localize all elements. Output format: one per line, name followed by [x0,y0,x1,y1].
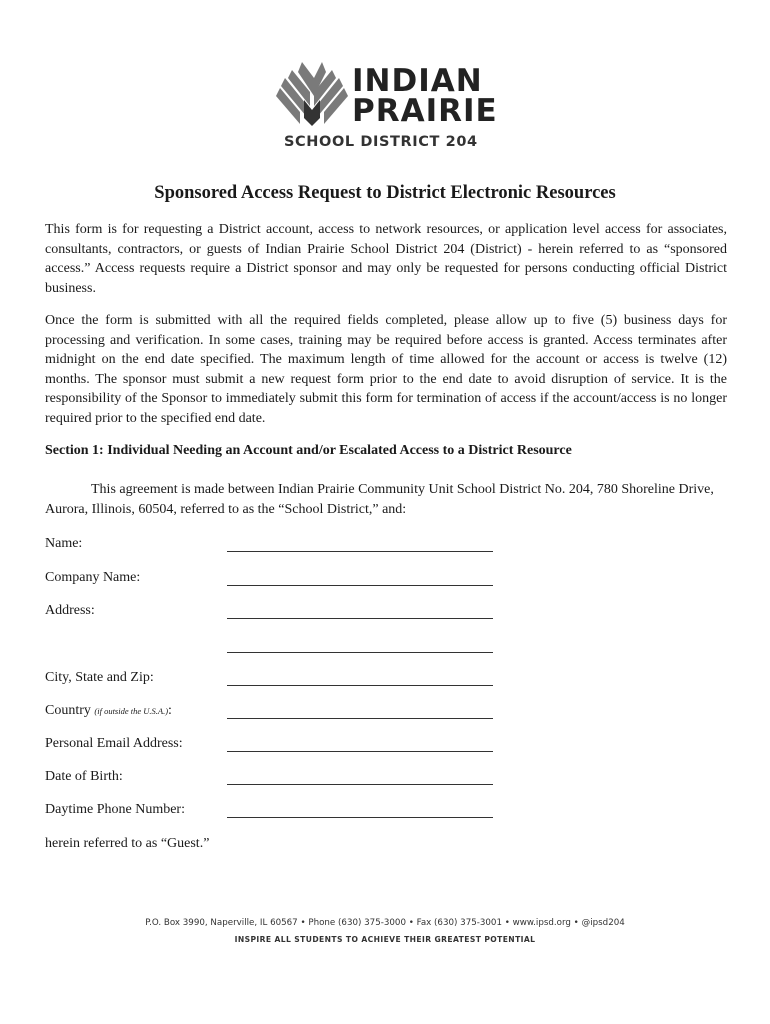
address-label: Address: [45,603,95,618]
phone-row [45,802,505,822]
city-label: City, State and Zip: [45,670,154,685]
country-field[interactable] [227,718,493,719]
processing-paragraph: Once the form is submitted with all the required fields completed, please allow up to five (5) business days for processing and verification. In some cases, training may be required before access is granted. Access terminates after midnight on the end date specified. The maximum length of time allowed for the account or access is twelve (12) months. The sponsor must submit a new request form prior to the end date to avoid disruption of service. It is the responsibility of the Sponsor to immediately submit this form for termination of access if the account/access is no longer required prior to the specified end date. [45,313,727,426]
logo-word-prairie: PRAIRIE [352,93,498,129]
phone-field[interactable] [227,817,493,818]
company-field[interactable] [227,585,493,586]
footer-contact: P.O. Box 3990, Naperville, IL 60567 • Phone (630) 375-3000 • Fax (630) 375-3001 • www.ipsd.org • @ipsd204 [145,918,625,928]
email-label: Personal Email Address: [45,736,183,751]
logo-word-indian: INDIAN [352,63,483,99]
country-label-text: Country [45,703,91,718]
dob-row [45,769,505,789]
footer-motto: INSPIRE ALL STUDENTS TO ACHIEVE THEIR GREATEST POTENTIAL [234,935,536,944]
intro-paragraph: This form is for requesting a District account, access to network resources, or application level access for associates, consultants, contractors, or guests of Indian Prairie School District 204 (District) - herein referred to as “sponsored access.” Access requests require a District sponsor and may only be requested for persons conducting official District business. [45,222,727,296]
section1-heading: Section 1: Individual Needing an Account and/or Escalated Access to a District Resource [45,443,572,458]
dob-field[interactable] [227,784,493,785]
company-row [45,570,505,590]
form-title: Sponsored Access Request to District Electronic Resources [154,183,616,203]
closing-text: herein referred to as “Guest.” [45,836,210,851]
agreement-text: This agreement is made between Indian Prairie Community Unit School District No. 204, 780 Shoreline Drive, Aurora, Illinois, 60504, referred to as the “School District,” and: [45,482,714,517]
name-row [45,536,505,556]
country-colon: : [168,703,172,718]
name-label: Name: [45,536,83,551]
country-note: (if outside the U.S.A.) [94,706,169,716]
country-label [45,703,172,719]
phone-label: Daytime Phone Number: [45,802,185,817]
address-field-line1[interactable] [227,618,493,619]
dob-label: Date of Birth: [45,769,123,784]
email-field[interactable] [227,751,493,752]
district-logo-icon [276,62,348,128]
company-label: Company Name: [45,570,141,585]
city-field[interactable] [227,685,493,686]
country-row [45,703,505,723]
email-row [45,736,505,756]
address-row-2 [45,637,505,657]
name-field[interactable] [227,551,493,552]
district-logo [276,60,496,152]
city-row [45,670,505,690]
logo-word-district: SCHOOL DISTRICT 204 [284,134,478,150]
address-field-line2[interactable] [227,652,493,653]
address-row [45,603,505,623]
